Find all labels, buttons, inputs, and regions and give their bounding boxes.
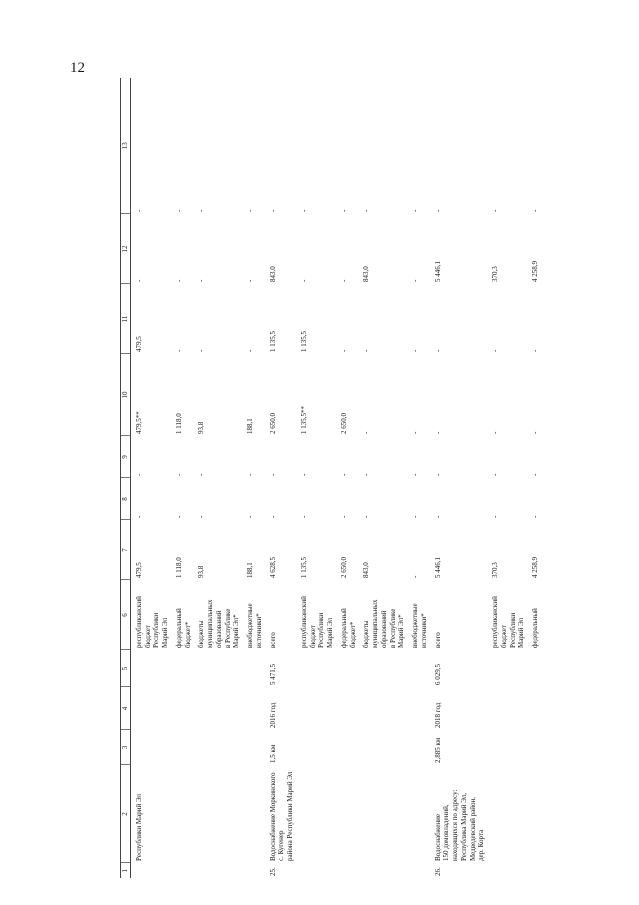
table-cell-c3 [527, 730, 541, 765]
column-number: 9 [121, 436, 131, 478]
table-cell-c11: 1 135,5 [268, 331, 277, 352]
table-cell-c3 [487, 730, 527, 765]
table-cell-c10: 2 650,0 [339, 413, 348, 434]
table-cell-c5 [193, 650, 242, 687]
table-cell-c6: бюджеты муниципальных образований в Республике Марий Эл* [362, 599, 406, 648]
table-cell-c13: - [268, 209, 277, 212]
table-cell-c11: - [491, 349, 499, 352]
table-cell-c4: 2018 год [433, 702, 442, 728]
table-cell-c1 [171, 863, 194, 878]
table-cell-c8: - [246, 515, 254, 518]
table-cell-c4 [358, 687, 407, 730]
table-cell-c11: - [174, 349, 183, 352]
table-cell-c7: 843,0 [362, 562, 371, 578]
table-cell-c8: - [531, 515, 539, 518]
table-cell-c4 [171, 687, 194, 730]
table-row [487, 78, 527, 878]
table-cell-c8: - [197, 515, 206, 518]
table-cell-c10: 2 650,0 [268, 413, 277, 434]
table-cell-c1 [527, 863, 541, 878]
table-cell-c4 [242, 687, 265, 730]
table-cell-c5 [336, 650, 359, 687]
table-cell-c9: - [134, 473, 143, 476]
table-cell-c10: - [362, 431, 371, 434]
table-cell-c8: - [339, 515, 348, 518]
table-cell-c6: всего [268, 632, 277, 648]
table-cell-c1 [242, 863, 265, 878]
column-number: 12 [121, 214, 131, 284]
table-cell-c8: - [362, 515, 371, 518]
table-cell-c9: - [174, 473, 183, 476]
table-cell-c12: 5 446,1 [433, 261, 442, 282]
table-cell-c4 [130, 687, 171, 730]
financing-table [120, 78, 541, 878]
table-cell-c8: - [134, 515, 143, 518]
table-cell-c6: федеральный [531, 608, 539, 648]
table-cell-c9: - [362, 473, 371, 476]
table-cell-c13: - [531, 209, 539, 212]
column-number: 10 [121, 354, 131, 436]
table-row [296, 78, 336, 878]
rotated-table-container [120, 78, 639, 878]
table-cell-c7: 370,3 [491, 562, 499, 578]
table-cell-c2 [296, 765, 336, 863]
table-cell-c4 [336, 687, 359, 730]
table-row [171, 78, 194, 878]
table-cell-c1 [407, 863, 430, 878]
table-cell-c3 [407, 730, 430, 765]
table-cell-c9: - [491, 473, 499, 476]
table-cell-c1 [193, 863, 242, 878]
table-cell-c11: - [197, 349, 206, 352]
table-cell-c7: 93,8 [197, 565, 206, 578]
table-cell-c10: - [433, 431, 442, 434]
table-cell-c12: - [197, 279, 206, 282]
table-cell-c13: - [339, 209, 348, 212]
column-number: 4 [121, 687, 131, 730]
table-cell-c9: - [411, 473, 419, 476]
table-cell-c7: 1 118,0 [174, 557, 183, 578]
table-cell-c13: - [134, 209, 143, 212]
table-cell-c7: 4 628,5 [268, 557, 277, 578]
table-cell-c6: внебюджетные источники* [411, 603, 428, 648]
table-cell-c7: 5 446,1 [433, 557, 442, 578]
table-cell-c1 [130, 863, 171, 878]
table-row [265, 78, 296, 878]
table-cell-c11: - [433, 349, 442, 352]
table-cell-c11: 1 135,5 [299, 331, 308, 352]
table-row [358, 78, 407, 878]
table-cell-c12: 4 258,9 [531, 261, 539, 282]
table-cell-c1 [296, 863, 336, 878]
table-cell-c3 [336, 730, 359, 765]
column-number: 5 [121, 650, 131, 687]
table-cell-c2 [487, 765, 527, 863]
table-cell-c9: - [246, 473, 254, 476]
table-cell-c6: всего [433, 632, 442, 648]
table-cell-c10: 1 135,5** [299, 406, 308, 434]
table-cell-c6: республиканский бюджет Республики Марий Эл [299, 596, 334, 648]
table-cell-c8: - [491, 515, 499, 518]
table-cell-c5 [296, 650, 336, 687]
table-cell-c6: республиканский бюджет Республики Марий Эл [491, 596, 526, 648]
table-cell-c4 [193, 687, 242, 730]
table-cell-c10: 93,8 [197, 421, 206, 434]
column-number: 7 [121, 520, 131, 580]
table-cell-c13: - [174, 209, 183, 212]
table-cell-c2 [171, 765, 194, 863]
table-cell-c12: 843,0 [362, 266, 371, 282]
table-cell-c9: - [299, 473, 308, 476]
table-cell-c13: - [197, 209, 206, 212]
table-cell-c9: - [339, 473, 348, 476]
table-cell-c13: - [411, 209, 419, 212]
table-cell-c8: - [299, 515, 308, 518]
table-row [130, 78, 171, 878]
column-number: 1 [121, 863, 131, 878]
table-row [430, 78, 488, 878]
table-cell-c2 [527, 765, 541, 863]
table-cell-c9: - [197, 473, 206, 476]
table-cell-c11: 479,5 [134, 336, 143, 352]
table-cell-c12: 843,0 [268, 266, 277, 282]
table-cell-c3 [358, 730, 407, 765]
table-cell-c2 [193, 765, 242, 863]
table-cell-c6: бюджеты муниципальных образований в Республике Марий Эл* [197, 599, 241, 648]
table-cell-c3 [171, 730, 194, 765]
table-cell-c2 [242, 765, 265, 863]
table-cell-c12: - [174, 279, 183, 282]
table-row [242, 78, 265, 878]
table-cell-c5 [358, 650, 407, 687]
table-cell-c11: - [411, 349, 419, 352]
table-cell-c13: - [246, 209, 254, 212]
table-cell-c7: - [411, 575, 419, 578]
table-cell-c11: - [531, 349, 539, 352]
table-cell-c5 [407, 650, 430, 687]
table-row [527, 78, 541, 878]
table-cell-c3 [130, 730, 171, 765]
column-number: 8 [121, 478, 131, 520]
table-cell-c2 [407, 765, 430, 863]
table-cell-c4 [407, 687, 430, 730]
table-cell-c11: - [362, 349, 371, 352]
table-cell-c2 [336, 765, 359, 863]
table-cell-c12: - [134, 279, 143, 282]
table-row [336, 78, 359, 878]
table-cell-c3 [242, 730, 265, 765]
table-cell-c12: - [299, 279, 308, 282]
column-number: 2 [121, 765, 131, 863]
table-cell-c8: - [411, 515, 419, 518]
table-cell-c1 [336, 863, 359, 878]
table-cell-c12: 370,3 [491, 266, 499, 282]
table-cell-c4: 2016 год [268, 702, 277, 728]
table-cell-c11: - [246, 349, 254, 352]
table-cell-c5: 5 471,5 [268, 664, 277, 685]
table-cell-c9: - [268, 473, 277, 476]
table-cell-c10: 1 118,0 [174, 413, 183, 434]
table-cell-c7: 1 135,5 [299, 557, 308, 578]
table-cell-c6: федеральный бюджет* [339, 608, 357, 648]
table-cell-c7: 188,1 [246, 562, 254, 578]
table-cell-c11: - [339, 349, 348, 352]
table-cell-c2: Водоснабжение 150 домовладений, находящихся по адресу: Республика Марий Эл, Медведевский район, дер. Корта [433, 789, 486, 861]
column-number: 13 [121, 78, 131, 214]
table-row [407, 78, 430, 878]
table-cell-c4 [296, 687, 336, 730]
table-cell-c5: 6 029,5 [433, 664, 442, 685]
table-cell-c7: 479,5 [134, 562, 143, 578]
table-cell-c9: - [433, 473, 442, 476]
table-cell-c6: внебюджетные источники* [246, 603, 263, 648]
table-cell-c10: 479,5** [134, 411, 143, 434]
table-body [130, 78, 541, 878]
table-cell-c12: - [411, 279, 419, 282]
table-cell-c8: - [174, 515, 183, 518]
table-cell-c5 [527, 650, 541, 687]
table-cell-c1: 25. [268, 867, 277, 876]
table-cell-c4 [487, 687, 527, 730]
table-cell-c1: 26. [433, 867, 442, 876]
table-cell-c8: - [268, 515, 277, 518]
table-cell-c2 [358, 765, 407, 863]
table-cell-c12: - [246, 279, 254, 282]
table-cell-c4 [527, 687, 541, 730]
table-cell-c7: 2 650,0 [339, 557, 348, 578]
table-cell-c10: - [531, 431, 539, 434]
column-number-row [121, 78, 131, 878]
table-cell-c3: 1,5 км [268, 744, 277, 763]
table-cell-c6: федеральный бюджет* [174, 608, 192, 648]
table-cell-c2: Республики Марий Эл [134, 794, 143, 861]
table-cell-c5 [242, 650, 265, 687]
table-cell-c12: - [339, 279, 348, 282]
table-cell-c13: - [362, 209, 371, 212]
table-cell-c8: - [433, 515, 442, 518]
table-cell-c13: - [299, 209, 308, 212]
table-cell-c3 [296, 730, 336, 765]
table-cell-c3 [193, 730, 242, 765]
table-cell-c10: - [411, 431, 419, 434]
column-number: 3 [121, 730, 131, 765]
table-cell-c9: - [531, 473, 539, 476]
table-cell-c3: 2,885 км [433, 737, 442, 763]
table-cell-c1 [358, 863, 407, 878]
table-cell-c2: Водоснабжение Моркинского с. Кугенер района Республики Марий Эл [268, 771, 294, 861]
table-cell-c5 [130, 650, 171, 687]
page-number: 12 [70, 60, 85, 76]
table-cell-c6: республиканский бюджет Республики Марий Эл [134, 596, 169, 648]
column-number: 11 [121, 284, 131, 354]
table-cell-c7: 4 258,9 [531, 557, 539, 578]
table-cell-c10: 188,1 [246, 418, 254, 434]
table-cell-c5 [171, 650, 194, 687]
table-cell-c5 [487, 650, 527, 687]
table-cell-c13: - [491, 209, 499, 212]
table-cell-c10: - [491, 431, 499, 434]
table-cell-c13: - [433, 209, 442, 212]
table-row [193, 78, 242, 878]
table-cell-c1 [487, 863, 527, 878]
column-number: 6 [121, 580, 131, 650]
